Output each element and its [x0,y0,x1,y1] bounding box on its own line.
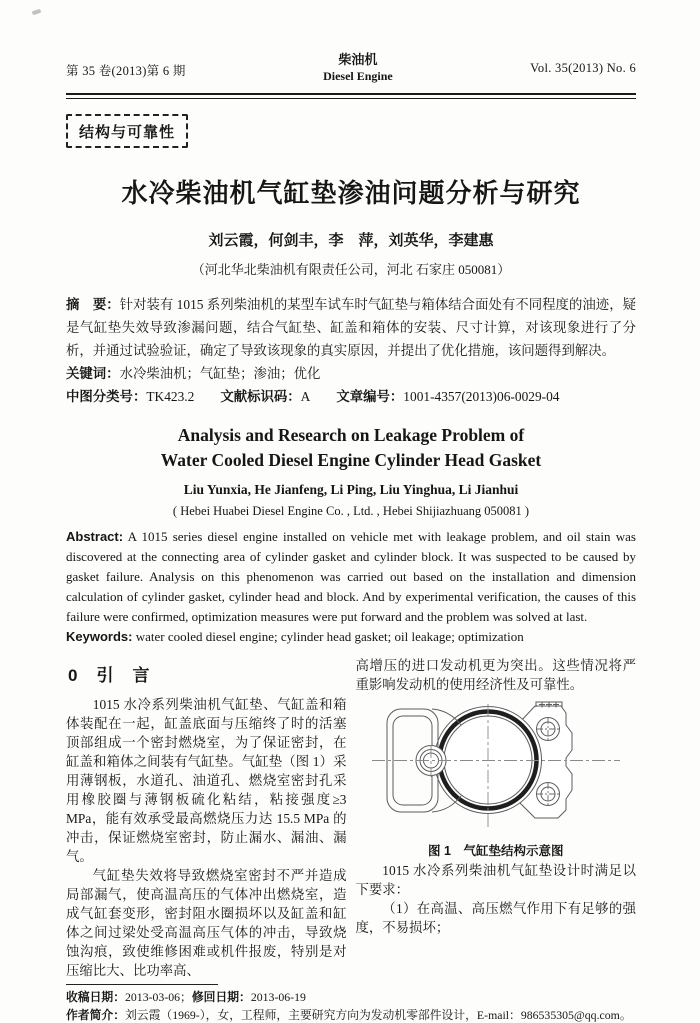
scan-artifact [32,9,42,16]
article-title-en-line1: Analysis and Research on Leakage Problem of [177,425,525,445]
keywords-cn [66,362,636,385]
abstract-en-text: A 1015 series diesel engine installed on vehicle met with leakage problem, and oil stain was discovered at the connecting area of cylinder gasket and cylinder block. It was suspected to be caused by gasket failure. Analysis on this phenomenon was carried out based on the installation and dimension calculation of cylinder gasket, cylinder head and block. And by experimental verification, the causes of this failure were confirmed, optimization measures were put forward and the problem was solved at last. [66,529,636,624]
right-column-item-1: （1）在高温、高压燃气作用下有足够的强度，不易损坏； [355,901,636,935]
keywords-en-text: water cooled diesel engine; cylinder head gasket; oil leakage; optimization [135,629,524,644]
revised-date-value: 2013-06-19 [250,990,306,1004]
category-tag: 结构与可靠性 [66,114,188,148]
header-issue-cn: 第 35 卷(2013)第 6 期 [66,64,186,78]
abstract-en [66,527,636,647]
section-0-paragraph-1: 1015 水冷系列柴油机气缸垫、气缸盖和箱体装配在一起，缸盖底面与压缩终了时的活塞顶部组成一个密封燃烧室，为了保证密封，在缸盖和箱体之间装有气缸垫。气缸垫（图 1）采用薄钢板，水道孔、油道孔、燃烧室密封孔采用橡胶圈与薄钢板硫化粘结，粘接强度≥3 MPa，能有效承受最高燃烧压力达 15.5 MPa 的冲击，保证燃烧室密封，防止漏水、漏油、漏气。 [66,697,347,864]
clc-label: 中图分类号： [66,389,147,404]
abstract-cn [66,293,636,408]
author-bio [66,1007,636,1023]
journal-name [323,52,393,84]
article-title-en [66,423,636,473]
keywords-en-label: Keywords: [66,629,133,644]
received-date-value: 2013-03-06； [125,990,192,1004]
keywords-cn-label: 关键词： [66,366,120,381]
authors-en: Liu Yunxia, He Jianfeng, Li Ping, Liu Yinghua, Li Jianhui [183,482,519,497]
abstract-en-label: Abstract: [66,529,124,544]
author-bio-label: 作者简介： [66,1007,125,1022]
doc-code-label: 文献标识码： [220,389,301,404]
journal-name-cn: 柴油机 [338,52,378,67]
header-rule [66,93,636,99]
figure-1-caption: 图 1 气缸垫结构示意图 [428,844,564,858]
article-meta [66,385,636,408]
page-header [66,52,636,88]
footnote [66,984,636,1023]
body-columns [66,656,636,980]
affiliation-en: ( Hebei Huabei Diesel Engine Co. , Ltd. , Hebei Shijiazhuang 050081 ) [172,504,530,518]
authors-cn: 刘云霞，何剑丰，李 萍，刘英华，李建惠 [208,232,494,249]
right-column [356,656,637,980]
figure-1 [356,700,637,859]
abstract-cn-text: 针对装有 1015 系列柴油机的某型车试车时气缸垫与箱体结合面处有不同程度的油迹，疑是气缸垫失效导致渗漏问题，结合气缸垫、缸盖和箱体的安装、尺寸计算，对该现象进行了分析，并通过试验验证，确定了导致该现象的真实原因，并提出了优化措施，该问题得到解决。 [66,297,636,358]
left-column [66,656,347,980]
right-column-paragraph-2: 1015 水冷系列柴油机气缸垫设计时满足以下要求： [355,863,636,897]
section-0-heading: 0 引 言 [68,666,151,685]
author-bio-value: 刘云霞（1969-），女，工程师，主要研究方向为发动机零部件设计，E-mail：986535305@qq.com。 [125,1007,632,1022]
footnote-dates [66,989,636,1007]
received-date-label: 收稿日期： [66,990,125,1004]
figure-1-drawing [369,700,623,832]
journal-name-en: Diesel Engine [323,68,393,83]
footnote-rule [66,984,218,985]
abstract-cn-label: 摘 要： [66,297,120,312]
article-title-en-line2: Water Cooled Diesel Engine Cylinder Head Gasket [160,450,542,470]
doc-code-value: A [300,389,311,404]
keywords-cn-text: 水冷柴油机；气缸垫；渗油；优化 [119,366,321,381]
clc-value: TK423.2 [146,389,195,404]
article-no-label: 文章编号： [336,389,404,404]
header-issue-en: Vol. 35(2013) No. 6 [530,61,636,75]
keywords-en [66,627,636,647]
affiliation-cn: （河北华北柴油机有限责任公司，河北 石家庄 050081） [191,262,511,277]
article-no-value: 1001-4357(2013)06-0029-04 [403,389,560,404]
section-0-paragraph-2: 气缸垫失效将导致燃烧室密封不严并造成局部漏气，使高温高压的气体冲出燃烧室，造成气缸套变形，密封阻水圈损坏以及缸盖和缸体之间过梁处受高温高压气体的冲击，导致烧蚀沟痕，致使维修困难或机件报废，特别是对压缩比大、比功率高、 [66,868,347,978]
article-title-cn: 水冷柴油机气缸垫渗油问题分析与研究 [121,178,581,208]
revised-date-label: 修回日期： [191,990,251,1004]
section-mark-plusses [539,702,559,708]
right-column-paragraph-1: 高增压的进口发动机更为突出。这些情况将严重影响发动机的使用经济性及可靠性。 [355,658,636,692]
